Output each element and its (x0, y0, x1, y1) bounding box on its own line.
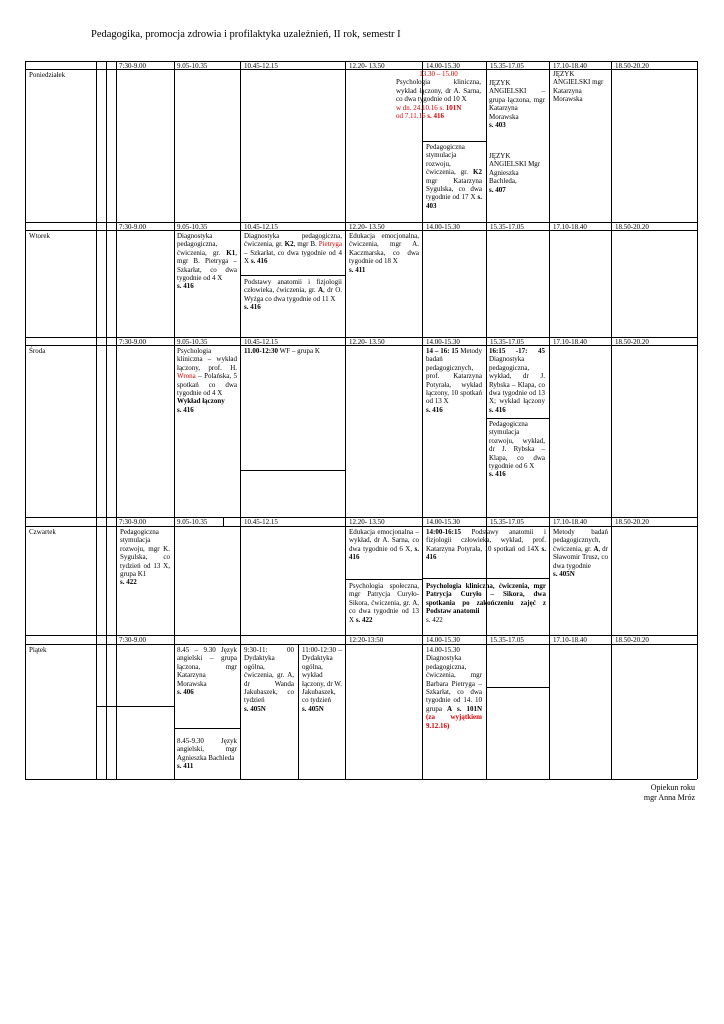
group-code: A (446, 704, 452, 713)
class-description: Psychologia kliniczna, wykład łączony, dr A. Sarna, co dwa tygodnie od 10 X (396, 78, 481, 104)
time-header: 12.20- 13.50 (349, 338, 385, 346)
cell-divider (174, 728, 240, 729)
table-border-bottom (25, 779, 697, 780)
col-line (611, 61, 612, 779)
class-description: , mgr B. Pietryga – Szkarłat, co dwa tygodnie od 4 X (177, 248, 237, 283)
time-header: 14.00-15.30 (426, 338, 460, 346)
class-time: 14 – 16: 15 (426, 347, 459, 355)
class-entry-psych-clinical-exercises (426, 582, 546, 624)
day-label-tuesday: Wtorek (29, 232, 50, 240)
class-description: , dr Sławomir Trusz, co dwa tygodnie (553, 544, 608, 570)
room-number: s. 406 (177, 688, 194, 697)
class-entry-anatomy (244, 278, 342, 312)
class-entry-research-methods (426, 347, 482, 414)
group-code: K2 (473, 168, 482, 177)
time-header: 10.45-12.15 (244, 223, 278, 231)
class-description: 11:00-12:30 – Dydaktyka ogólna, wykład łączony, dr W. Jakubaszek, co tydzień (302, 646, 342, 705)
cell-divider (422, 141, 486, 142)
class-description: Podstawy anatomii i fizjologii człowieka, ćwiczenia, gr. (244, 278, 342, 295)
class-entry-anatomy-lecture (426, 528, 546, 562)
room-number: s. 416 (426, 544, 547, 562)
class-entry-english-morawska (489, 79, 545, 129)
day-label-friday: Piątek (29, 646, 47, 654)
cell-divider (486, 687, 549, 688)
room-number: s. 416 (349, 544, 420, 562)
class-description: , dr O. Wyżga co dwa tygodnie od 11 X (244, 286, 343, 303)
room-change-note: w dn. 24.10.16 s. 101N (396, 103, 462, 112)
room-number: s. 411 (349, 265, 366, 274)
time-header: 14.00-15.30 (426, 636, 460, 644)
class-description: Edukacja emocjonalna, ćwiczenia, mgr A. Kaczmarska, co dwa tygodnie od 18 X (349, 232, 419, 266)
room-number: s. 416 (177, 405, 194, 414)
time-header: 9.05-10.35 (177, 223, 208, 231)
time-header: 7:30-9.00 (119, 636, 147, 644)
time-header: 18.50-20.20 (615, 223, 649, 231)
day-label-monday: Poniedziałek (29, 71, 66, 79)
teacher-name-red: Wrona (177, 372, 196, 381)
room-number: s. 422 (355, 615, 373, 624)
class-description: 8.45 – 9.30 Język angielski – grupa łączona, mgr Katarzyna Morawska (177, 646, 237, 688)
time-header: 15.35-17.05 (490, 338, 524, 346)
room-number: s. 416 (244, 303, 261, 312)
class-entry-diagnostics-lecture (489, 347, 545, 414)
class-description: Pedagogiczna stymulacja rozwoju, ćwiczenia, gr. (426, 143, 468, 177)
time-header: 7:30-9.00 (119, 223, 147, 231)
time-header: 14.00-15.30 (426, 62, 460, 70)
day-label-wednesday: Środa (29, 347, 46, 355)
col-line (116, 61, 117, 779)
class-time: 16:15 -17: 45 (489, 347, 545, 355)
class-description: – Szkarłat, co dwa tygodnie od 4 X (244, 248, 342, 266)
class-entry-english-evening: JĘZYK ANGIELSKI mgr Katarzyna Morawska (553, 70, 604, 104)
class-entry-stimulation-lecture (489, 420, 545, 479)
cell-divider (240, 470, 345, 471)
class-description: Metody badań pedagogicznych, prof. Katarzyna Potyrała, wykład łączony, 10 spotkań od 13 X (426, 347, 482, 406)
time-header: 7:30-9.00 (119, 62, 147, 70)
class-entry-diagnostics-k2 (244, 232, 342, 266)
col-line (422, 61, 423, 779)
time-header: 12.20- 13.50 (349, 518, 385, 526)
time-header: 9.05-10.35 (177, 338, 208, 346)
class-description: mgr Katarzyna Sygulska, co dwa tygodnie od 17 X (426, 176, 482, 202)
room-number: s. 407 (489, 185, 506, 194)
class-entry-english-morawska-fri (177, 646, 237, 696)
time-header: 12.20- 13.50 (349, 223, 385, 231)
room-number: s. 416 (426, 405, 443, 414)
time-header: 15.35-17.05 (490, 636, 524, 644)
col-line (549, 61, 550, 779)
time-header: 18.50-20.20 (615, 338, 649, 346)
time-header: 10.45-12.15 (244, 338, 278, 346)
class-description: Diagnostyka pedagogiczna, ćwiczenia, gr. (177, 232, 221, 257)
class-entry-english-bachleda-fri (177, 737, 237, 771)
cell-divider (298, 644, 299, 779)
room-number: s. 403 (426, 193, 483, 210)
class-description: JĘZYK ANGIELSKI – grupa łączona, mgr Katarzyna Morawska (489, 79, 545, 121)
room-number: s. 405N (302, 704, 324, 713)
time-header: 10.45-12.15 (244, 62, 278, 70)
class-entry-emotional-lecture (349, 528, 419, 562)
class-description: Edukacja emocjonalna – wykład, dr A. Sarna, co dwa tygodnie od 6 X, (349, 528, 419, 553)
room-number: s. 403 (489, 121, 506, 130)
cell-divider (240, 275, 345, 276)
class-description: Psychologia kliniczna – wykład łączony, prof. H. (177, 347, 237, 372)
class-entry-didactics-exercises (244, 646, 294, 713)
class-entry-english-bachleda (489, 152, 545, 194)
class-time-red: 13.30 – 15.00 (419, 70, 458, 78)
page-title: Pedagogika, promocja zdrowia i profilaktyka uzależnień, II rok, semestr I (91, 29, 401, 40)
group-code: K2 (284, 240, 294, 249)
class-description: WF – grupa K (279, 347, 320, 355)
time-header: 9.05-10.35 (177, 62, 208, 70)
class-entry-diagnostics-k1 (177, 232, 237, 291)
room-number: s. 422 (426, 615, 443, 624)
group-code: K1 (226, 248, 236, 257)
class-description: Podstawy anatomii i fizjologii człowieka, wykład, prof. Katarzyna Potyrała, 10 spotkań od 14X (426, 528, 547, 553)
time-header: 9.05-10.35 (177, 518, 208, 526)
time-header: 18.50-20.20 (615, 62, 649, 70)
room-number: s. 416 (177, 282, 194, 291)
day-label-thursday: Czwartek (29, 528, 56, 536)
time-header: 17.10-18.40 (553, 518, 587, 526)
class-description: Diagnostyka pedagogiczna, ćwiczenia, gr. (244, 232, 342, 249)
time-header: 14.00-15.30 (426, 223, 460, 231)
class-description: 9:30-11: 00 Dydaktyka ogólna, ćwiczenia, gr. A, dr Wanda Jakubaszek, co tydzień (244, 646, 294, 705)
cell-divider (223, 517, 224, 526)
class-time: 14.00-15.30 (426, 646, 460, 654)
room-number: s. 405N (553, 570, 575, 579)
class-entry-social-psych (349, 582, 419, 624)
class-entry-stimulation (426, 143, 482, 210)
time-header: 15.35-17.05 (490, 518, 524, 526)
time-header: 12:20-13:50 (349, 636, 384, 644)
class-entry-stimulation-k1 (120, 528, 170, 587)
time-header: 17.10-18.40 (553, 223, 587, 231)
room-number: s. 405N (244, 704, 266, 713)
signature-name: mgr Anna Mróz (643, 793, 695, 802)
col-line (486, 61, 487, 779)
time-header: 18.50-20.20 (615, 518, 649, 526)
time-header: 18.50-20.20 (615, 636, 649, 644)
cell-divider (345, 579, 422, 580)
time-header: 14.00-15.30 (426, 518, 460, 526)
time-header: 7:30-9.00 (119, 518, 147, 526)
class-description: Pedagogiczna stymulacja rozwoju, mgr K. Sygulska, co tydzień od 13 X, grupa K1 (120, 528, 170, 579)
room-number: s. 422 (120, 578, 137, 587)
signature-role: Opiekun roku (650, 783, 695, 792)
col-line (345, 61, 346, 779)
class-description: Psychologia społeczna, mgr Patrycja Curyło-Sikora, ćwiczenia, gr. A, co dwa tygodnie od 13 X (349, 582, 419, 624)
room-number: s. 411 (177, 762, 194, 771)
time-header: 12.20- 13.50 (349, 62, 385, 70)
table-border-right (697, 61, 698, 779)
table-border-left (25, 61, 26, 779)
col-line (96, 61, 97, 779)
exception-note: (za wyjątkiem 9.12.16) (426, 713, 482, 730)
class-description: JĘZYK ANGIELSKI Mgr Agnieszka Bachleda, (489, 152, 541, 186)
class-description: Diagnostyka pedagogiczna, ćwiczenia, mgr Barbara Pietryga – Szkarłat, co dwa tygodnie od 14. 10 grupa (426, 654, 482, 713)
class-description: 8.45-9.30 Język angielski, mgr Agnieszka Bachleda (177, 737, 237, 762)
class-description: – Polańska, 5 spotkań co dwa tygodnie od 4 X (177, 372, 237, 398)
time-header: 15.35-17.05 (490, 223, 524, 231)
time-header: 17.10-18.40 (553, 62, 587, 70)
class-time: 14:00-16:15 (426, 528, 461, 536)
room-number: s. 101N (456, 704, 482, 713)
class-entry-pe (244, 347, 342, 355)
class-description: , mgr B. (293, 240, 317, 249)
class-entry-didactics-lecture (302, 646, 342, 713)
class-entry-psych-clinical-lecture (177, 347, 237, 414)
room-number: s. 416 (489, 470, 506, 479)
cell-divider (486, 418, 549, 419)
lecture-note: Wykład łączony (177, 397, 225, 406)
class-description: Pedagogiczna stymulacja rozwoju, wykład, dr J. Rybska – Klapa, co dwa tygodnie od 6 X (489, 420, 545, 471)
class-entry-psych-clinical (396, 70, 481, 120)
class-description: Diagnostyka pedagogiczna, wykład, dr J. Rybska – Klapa, co dwa tygodnie od 13 X; wykład łączony (489, 355, 545, 406)
group-code: A (593, 544, 599, 553)
group-code: A (317, 286, 324, 295)
class-time: 11.00-12:30 (244, 347, 279, 355)
time-header: 10.45-12.15 (244, 518, 278, 526)
time-header: 7:30-9.00 (119, 338, 147, 346)
cell-divider (96, 706, 174, 707)
class-description: Psychologia kliniczna, ćwiczenia, mgr Patrycja Curyło – Sikora, dwa spotkania po zakończeniu zajęć z Podstaw anatomii (426, 582, 546, 616)
room-number: s. 416 (489, 405, 506, 414)
room-number: s. 416 (250, 257, 268, 266)
col-line (174, 61, 175, 779)
col-line (106, 61, 107, 779)
time-header: 17.10-18.40 (553, 338, 587, 346)
time-header: 15.35-17.05 (490, 62, 524, 70)
time-header: 17.10-18.40 (553, 636, 587, 644)
col-line (240, 61, 241, 779)
class-entry-emotional-edu (349, 232, 419, 274)
class-description: Metody badań pedagogicznych, ćwiczenia, gr. (553, 528, 608, 553)
room-change-note: od 7.11.16 s. 416 (396, 112, 444, 121)
class-entry-diagnostics-a-fri (426, 646, 482, 730)
class-entry-research-methods-a (553, 528, 608, 578)
teacher-name-red: Pietryga (318, 240, 343, 249)
